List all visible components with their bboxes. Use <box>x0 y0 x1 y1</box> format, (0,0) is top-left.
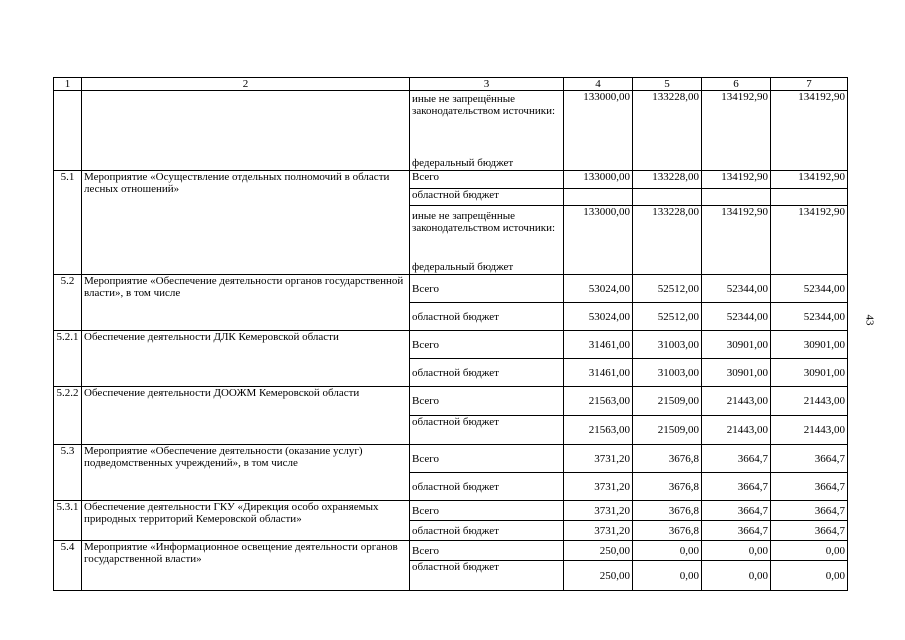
value-cell: 3731,20 <box>564 501 633 521</box>
value-cell: 134192,90 <box>771 91 848 171</box>
source-label: областной бюджет <box>410 359 564 387</box>
value-cell: 133000,00 <box>564 171 633 189</box>
value-cell <box>702 189 771 206</box>
value-cell: 21509,00 <box>633 416 702 445</box>
source-label: Всего <box>410 541 564 561</box>
value-cell: 31003,00 <box>633 359 702 387</box>
value-cell: 133000,00 <box>564 91 633 171</box>
row-code: 5.1 <box>54 171 82 275</box>
value-cell: 0,00 <box>771 541 848 561</box>
row-code: 5.2.2 <box>54 387 82 445</box>
value-cell: 3676,8 <box>633 473 702 501</box>
value-cell: 3731,20 <box>564 521 633 541</box>
value-cell: 21443,00 <box>702 416 771 445</box>
source-cell <box>410 91 564 171</box>
row-code: 5.2.1 <box>54 331 82 387</box>
value-cell: 3731,20 <box>564 473 633 501</box>
value-cell: 3664,7 <box>702 445 771 473</box>
source-label: областной бюджет <box>410 303 564 331</box>
table-row <box>54 275 848 303</box>
value-cell: 3664,7 <box>771 501 848 521</box>
header-cell: 3 <box>410 78 564 91</box>
header-cell: 7 <box>771 78 848 91</box>
value-cell: 21509,00 <box>633 387 702 416</box>
value-cell: 53024,00 <box>564 275 633 303</box>
value-cell: 250,00 <box>564 541 633 561</box>
source-label: Всего <box>410 387 564 416</box>
row-name: Мероприятие «Осуществление отдельных полномочий в области лесных отношений» <box>82 171 410 275</box>
value-cell: 3664,7 <box>771 521 848 541</box>
value-cell: 0,00 <box>633 541 702 561</box>
value-cell: 31003,00 <box>633 331 702 359</box>
table-row <box>54 171 848 189</box>
source-label: Всего <box>410 331 564 359</box>
source-label: федеральный бюджет <box>412 157 514 169</box>
value-cell: 21443,00 <box>702 387 771 416</box>
value-cell: 52512,00 <box>633 303 702 331</box>
value-cell <box>564 189 633 206</box>
header-row <box>54 78 848 91</box>
value-cell: 134192,90 <box>771 206 848 275</box>
table-row <box>54 541 848 561</box>
value-cell: 52344,00 <box>771 275 848 303</box>
value-cell: 31461,00 <box>564 359 633 387</box>
value-cell: 134192,90 <box>702 91 771 171</box>
source-label: областной бюджет <box>410 416 564 445</box>
value-cell: 30901,00 <box>702 359 771 387</box>
value-cell: 31461,00 <box>564 331 633 359</box>
row-name: Мероприятие «Обеспечение деятельности органов государственной власти», в том числе <box>82 275 410 331</box>
page-number: 43 <box>863 314 876 326</box>
budget-table <box>53 77 848 591</box>
value-cell: 3676,8 <box>633 501 702 521</box>
value-cell: 134192,90 <box>702 206 771 275</box>
source-label: Всего <box>410 501 564 521</box>
row-name: Обеспечение деятельности ДООЖМ Кемеровской области <box>82 387 410 445</box>
row-name <box>82 91 410 171</box>
row-name: Мероприятие «Информационное освещение деятельности органов государственной власти» <box>82 541 410 591</box>
source-label: федеральный бюджет <box>412 261 514 273</box>
value-cell: 3676,8 <box>633 521 702 541</box>
table-row <box>54 445 848 473</box>
value-cell: 133228,00 <box>633 171 702 189</box>
value-cell: 52344,00 <box>702 303 771 331</box>
value-cell <box>633 189 702 206</box>
source-note: иные не запрещённые законодательством источники: <box>412 93 556 117</box>
row-code: 5.4 <box>54 541 82 591</box>
value-cell: 133228,00 <box>633 206 702 275</box>
source-cell <box>410 206 564 275</box>
value-cell: 250,00 <box>564 561 633 591</box>
value-cell: 134192,90 <box>702 171 771 189</box>
row-code: 5.3.1 <box>54 501 82 541</box>
value-cell: 133228,00 <box>633 91 702 171</box>
source-label: областной бюджет <box>410 521 564 541</box>
row-name: Обеспечение деятельности ГКУ «Дирекция особо охраняемых природных территорий Кемеровской области» <box>82 501 410 541</box>
value-cell: 3664,7 <box>771 473 848 501</box>
value-cell: 0,00 <box>702 561 771 591</box>
source-note: иные не запрещённые законодательством источники: <box>412 210 556 234</box>
source-label: областной бюджет <box>410 189 564 206</box>
header-cell: 6 <box>702 78 771 91</box>
value-cell: 0,00 <box>702 541 771 561</box>
value-cell: 21563,00 <box>564 387 633 416</box>
value-cell: 0,00 <box>771 561 848 591</box>
table-row <box>54 387 848 416</box>
row-code <box>54 91 82 171</box>
value-cell: 3664,7 <box>702 501 771 521</box>
value-cell: 21443,00 <box>771 416 848 445</box>
table-row <box>54 91 848 171</box>
row-code: 5.2 <box>54 275 82 331</box>
header-cell: 1 <box>54 78 82 91</box>
value-cell: 52344,00 <box>702 275 771 303</box>
value-cell: 52512,00 <box>633 275 702 303</box>
source-label: Всего <box>410 445 564 473</box>
row-name: Обеспечение деятельности ДЛК Кемеровской области <box>82 331 410 387</box>
value-cell: 0,00 <box>633 561 702 591</box>
source-label: областной бюджет <box>410 473 564 501</box>
header-cell: 5 <box>633 78 702 91</box>
value-cell: 30901,00 <box>771 331 848 359</box>
value-cell: 21443,00 <box>771 387 848 416</box>
value-cell: 3664,7 <box>702 521 771 541</box>
value-cell: 3664,7 <box>771 445 848 473</box>
value-cell: 21563,00 <box>564 416 633 445</box>
value-cell: 52344,00 <box>771 303 848 331</box>
value-cell: 3676,8 <box>633 445 702 473</box>
value-cell: 30901,00 <box>771 359 848 387</box>
value-cell: 134192,90 <box>771 171 848 189</box>
source-label: областной бюджет <box>410 561 564 591</box>
value-cell <box>771 189 848 206</box>
row-code: 5.3 <box>54 445 82 501</box>
row-name: Мероприятие «Обеспечение деятельности (оказание услуг) подведомственных учреждений», в том числе <box>82 445 410 501</box>
value-cell: 133000,00 <box>564 206 633 275</box>
value-cell: 3731,20 <box>564 445 633 473</box>
value-cell: 3664,7 <box>702 473 771 501</box>
value-cell: 53024,00 <box>564 303 633 331</box>
header-cell: 4 <box>564 78 633 91</box>
header-cell: 2 <box>82 78 410 91</box>
source-label: Всего <box>410 275 564 303</box>
value-cell: 30901,00 <box>702 331 771 359</box>
table-row <box>54 501 848 521</box>
table-row <box>54 331 848 359</box>
source-label: Всего <box>410 171 564 189</box>
